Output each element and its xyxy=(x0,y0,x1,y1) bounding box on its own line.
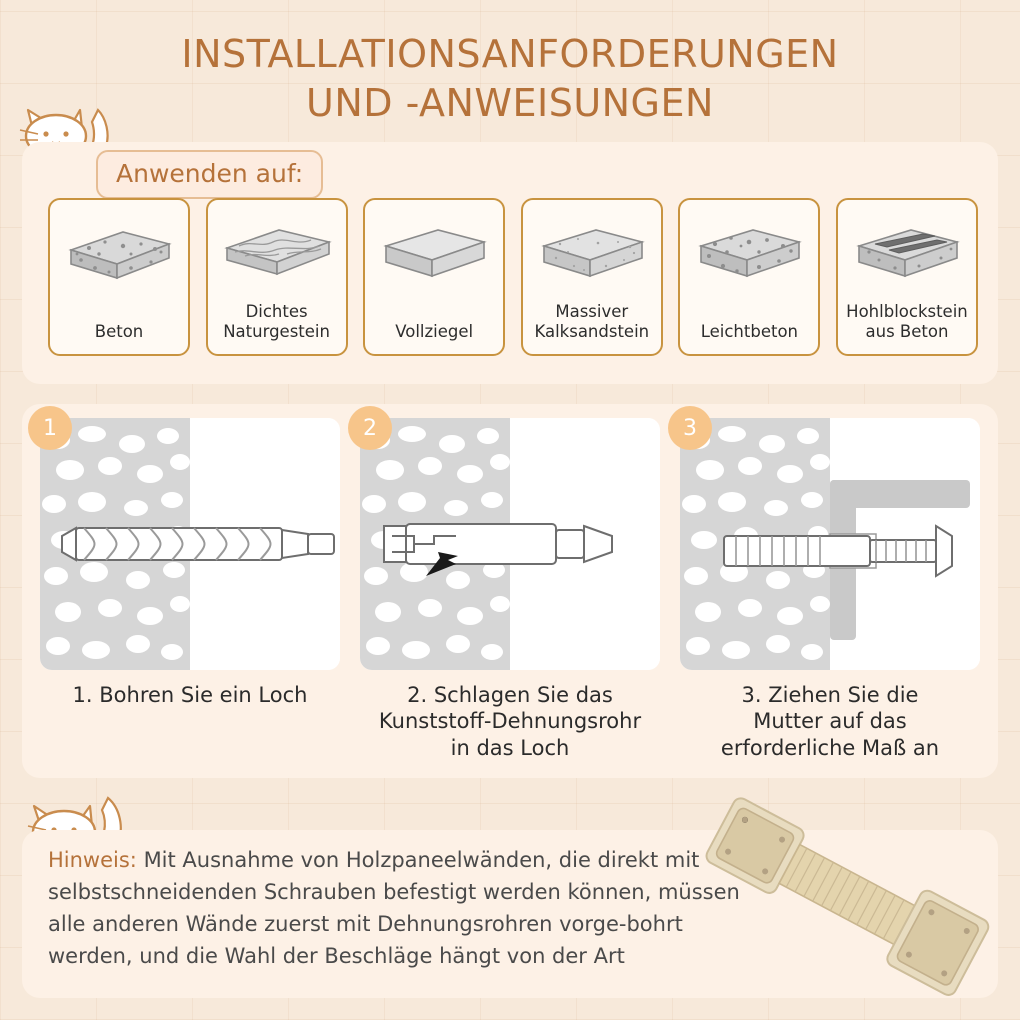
material-card[interactable] xyxy=(836,198,978,356)
step-number-badge: 3 xyxy=(668,406,712,450)
note-text xyxy=(48,845,748,973)
step-caption: 1. Bohren Sie ein Loch xyxy=(72,683,308,707)
step-item xyxy=(680,415,980,761)
material-label: Hohlblockstein aus Beton xyxy=(846,302,968,342)
solid-brick-icon xyxy=(376,216,492,290)
material-label: Massiver Kalksandstein xyxy=(534,302,650,342)
material-label: Dichtes Naturgestein xyxy=(223,302,330,342)
step-illustration xyxy=(680,418,980,670)
note-lead: Hinweis: xyxy=(48,848,137,872)
step-caption: 3. Ziehen Sie die Mutter auf das erforderliche Maß an xyxy=(720,683,940,760)
hollow-concrete-block-icon xyxy=(849,216,965,290)
screw-tighten-icon xyxy=(680,418,980,670)
note-body: Mit Ausnahme von Holzpaneelwänden, die direkt mit selbstschneidenden Schrauben befestigt werden können, müssen alle anderen Wände zuerst mit Dehnungsrohren vorge-bohrt werden, und die Wahl der Beschläge hängt von der Art xyxy=(48,848,740,968)
wall-plug-icon xyxy=(360,418,660,670)
apply-to-tag: Anwenden auf: xyxy=(96,150,323,199)
step-caption: 2. Schlagen Sie das Kunststoff-Dehnungsrohr in das Loch xyxy=(378,683,642,760)
material-card[interactable] xyxy=(678,198,820,356)
material-card[interactable] xyxy=(363,198,505,356)
concrete-block-icon xyxy=(61,216,177,290)
step-item xyxy=(360,415,660,761)
material-card-list xyxy=(48,198,978,356)
material-label: Leichtbeton xyxy=(700,322,799,342)
step-illustration xyxy=(40,418,340,670)
material-card[interactable] xyxy=(48,198,190,356)
step-illustration xyxy=(360,418,660,670)
material-card[interactable] xyxy=(521,198,663,356)
material-card[interactable] xyxy=(206,198,348,356)
cat-scratcher-product-image xyxy=(682,778,1002,1012)
page-title-line1: INSTALLATIONSANFORDERUNGEN xyxy=(181,32,839,76)
step-number-badge: 2 xyxy=(348,406,392,450)
material-label: Vollziegel xyxy=(395,322,474,342)
drill-bit-icon xyxy=(40,418,340,670)
step-number-badge: 1 xyxy=(28,406,72,450)
dense-natural-stone-icon xyxy=(219,216,335,290)
material-label: Beton xyxy=(94,322,144,342)
page-title-line2: UND -ANWEISUNGEN xyxy=(306,80,714,125)
step-item xyxy=(40,415,340,761)
lightweight-concrete-icon xyxy=(691,216,807,290)
page-title xyxy=(0,30,1020,127)
steps-list xyxy=(40,415,980,761)
solid-sand-lime-brick-icon xyxy=(534,216,650,290)
